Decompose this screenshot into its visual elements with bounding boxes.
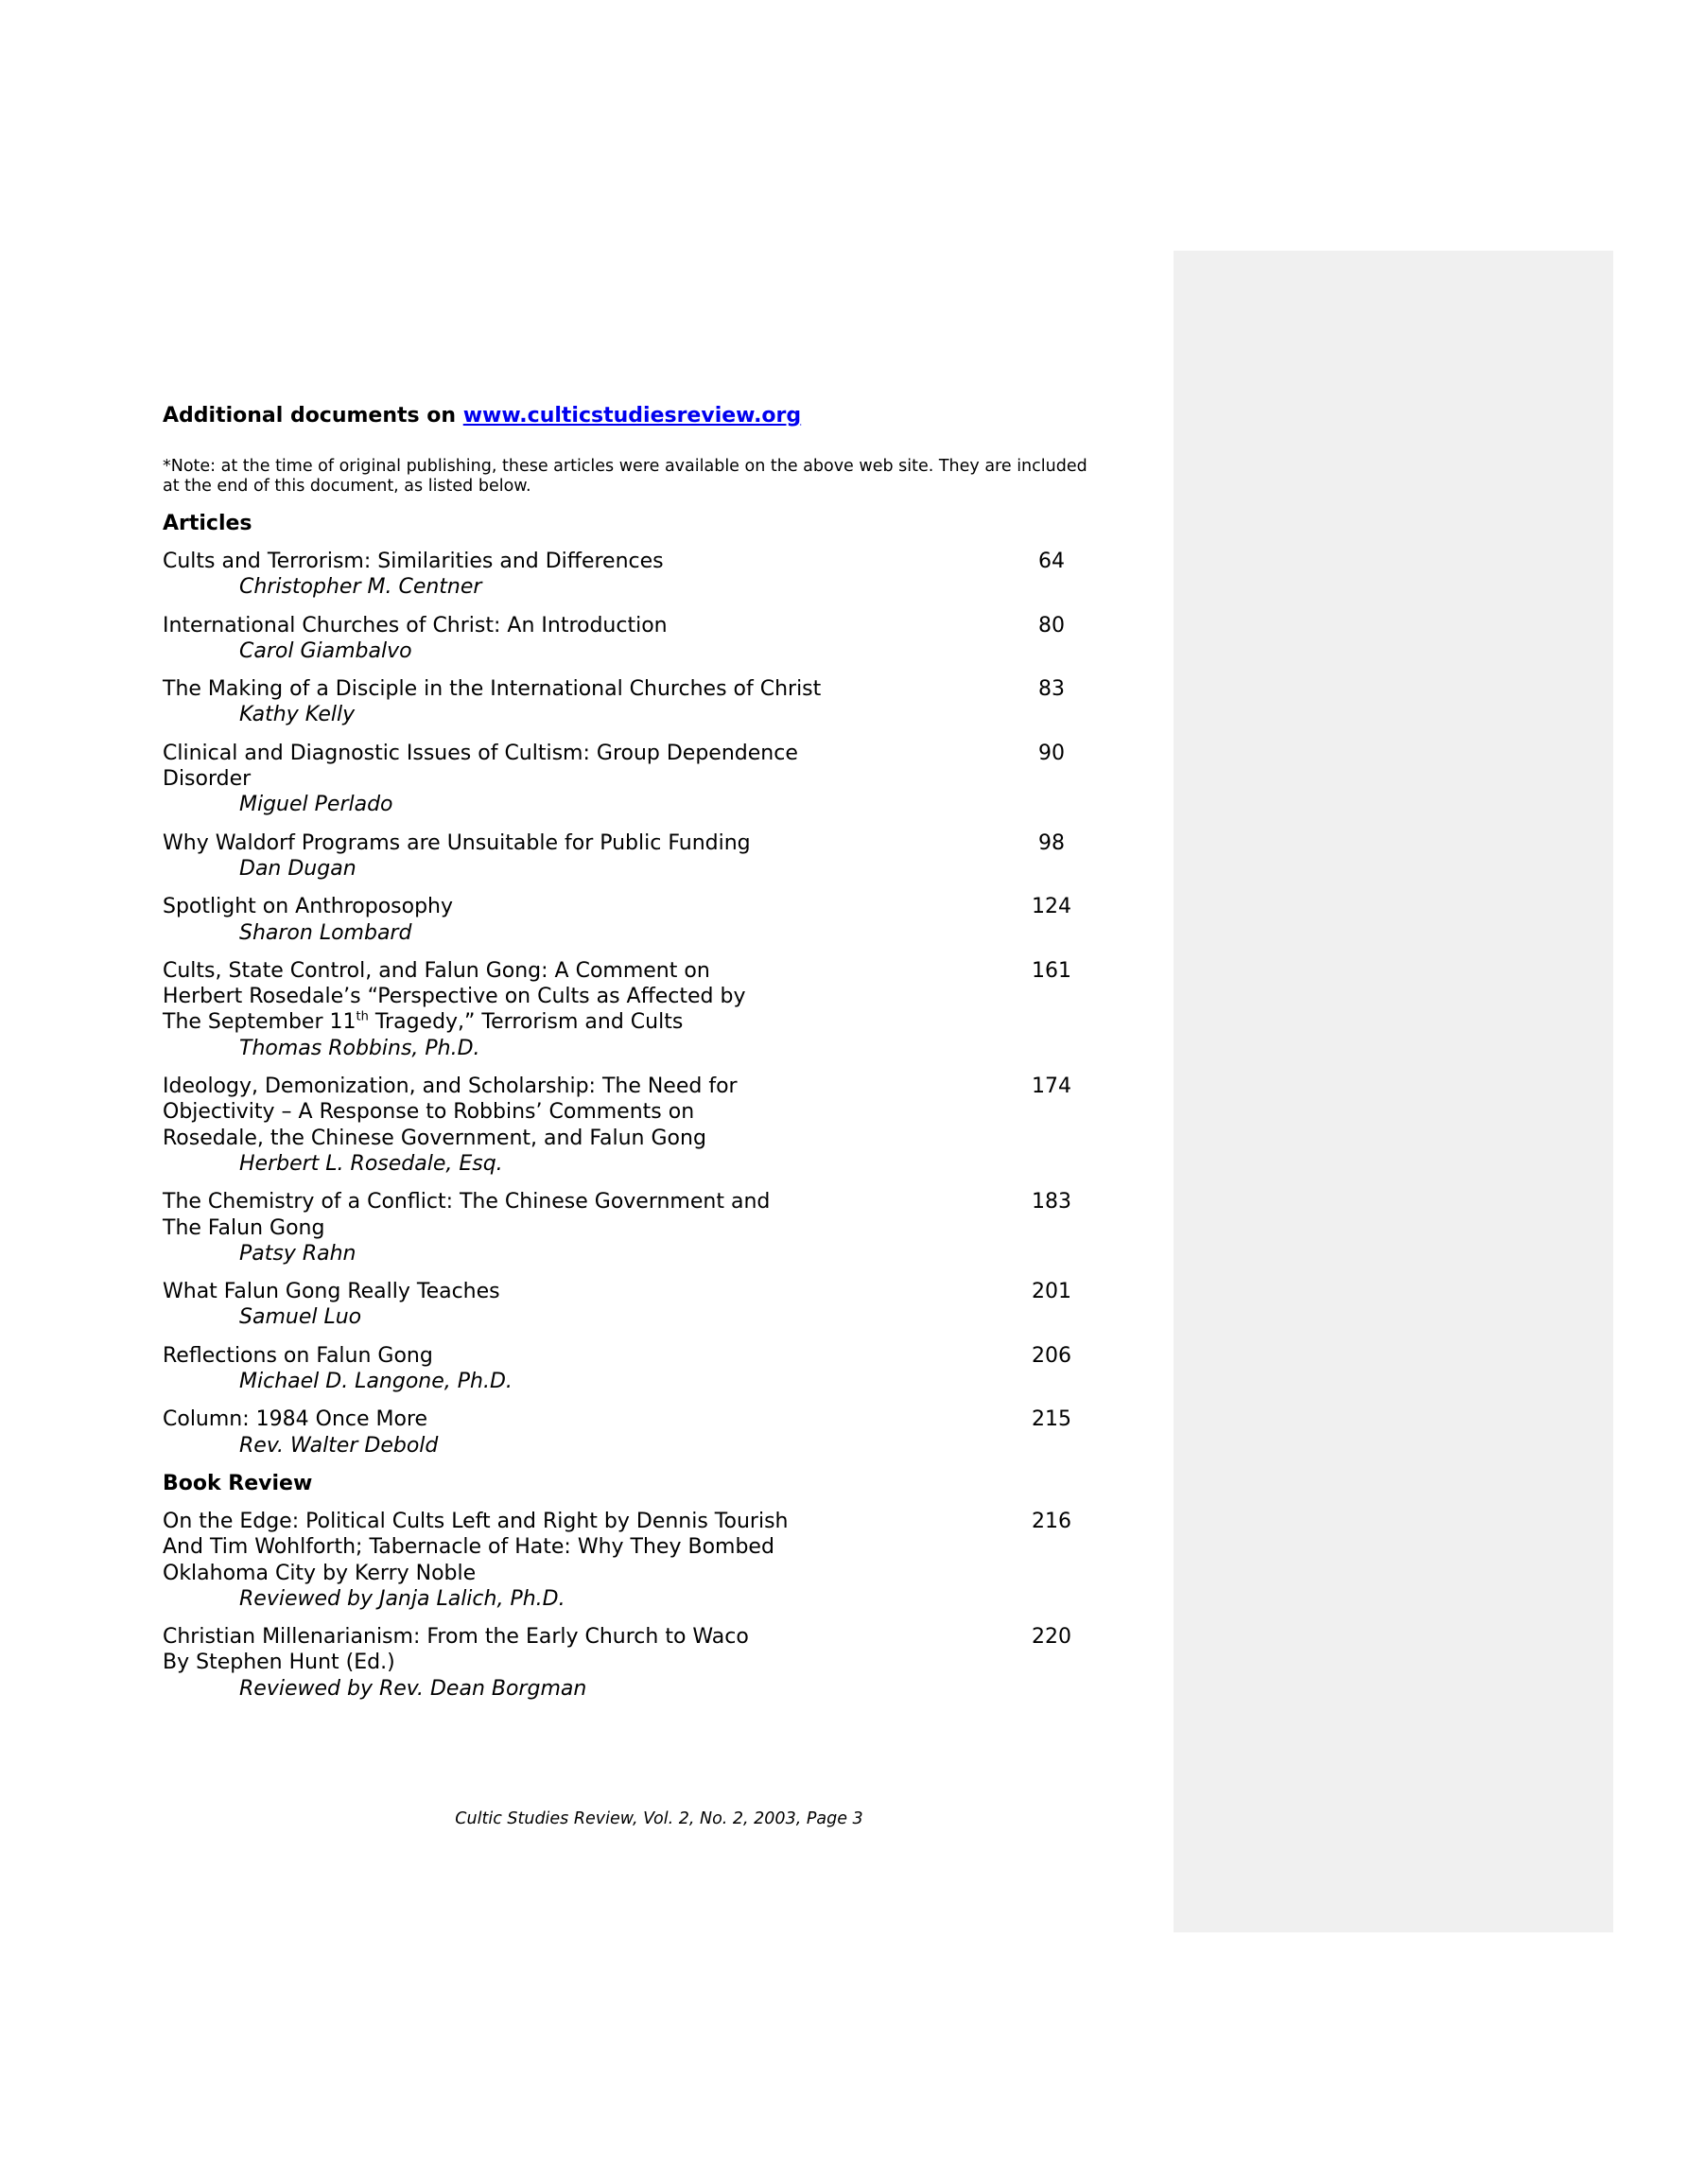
comment-margin-panel	[1174, 251, 1613, 1932]
entry-title-line: And Tim Wohlforth; Tabernacle of Hate: Why They Bombed	[163, 1535, 774, 1560]
title-text: Tragedy,” Terrorism and Cults	[368, 1010, 684, 1035]
entry-title	[163, 1509, 881, 1586]
entry-title	[163, 1624, 881, 1676]
entry-page-number: 174	[1032, 1075, 1071, 1099]
entry-title-line: Disorder	[163, 767, 252, 792]
page-heading	[163, 404, 801, 428]
entry-author: Patsy Rahn	[239, 1241, 357, 1266]
entry-title	[163, 1343, 881, 1369]
note-line: at the end of this document, as listed below.	[163, 477, 531, 496]
toc-entry	[163, 1624, 1108, 1702]
toc-entry	[163, 830, 1108, 882]
entry-title	[163, 1189, 881, 1241]
site-link[interactable]: www.culticstudiesreview.org	[462, 404, 802, 428]
entry-page-number: 216	[1032, 1509, 1071, 1533]
book-review-section-title: Book Review	[163, 1471, 313, 1495]
entry-title-line: By Stephen Hunt (Ed.)	[163, 1651, 395, 1675]
note-line: *Note: at the time of original publishing, these articles were available on the above web site. They are included	[163, 457, 1087, 476]
entry-page-number: 215	[1032, 1407, 1071, 1432]
toc-entry	[163, 1074, 1108, 1177]
entry-page-number: 161	[1032, 958, 1071, 983]
entry-author: Miguel Perlado	[239, 793, 393, 817]
entry-author: Herbert L. Rosedale, Esq.	[239, 1151, 503, 1176]
entry-title	[163, 1074, 881, 1151]
entry-author: Carol Giambalvo	[239, 638, 412, 663]
entry-author: Reviewed by Rev. Dean Borgman	[239, 1676, 587, 1701]
entry-title-line: International Churches of Christ: An Introduction	[163, 613, 668, 638]
entry-author: Thomas Robbins, Ph.D.	[239, 1036, 480, 1060]
ordinal-superscript: th	[356, 1010, 369, 1025]
entry-author: Christopher M. Centner	[239, 575, 482, 600]
toc-entry	[163, 1406, 1108, 1459]
toc-entry	[163, 676, 1108, 728]
entry-title-line: Spotlight on Anthroposophy	[163, 895, 454, 919]
page-footer: Cultic Studies Review, Vol. 2, No. 2, 2003, Page 3	[455, 1809, 863, 1828]
toc-entry	[163, 741, 1108, 818]
entry-title	[163, 894, 881, 919]
toc-entry	[163, 1509, 1108, 1612]
heading-prefix: Additional documents on	[163, 404, 463, 428]
entry-title-line: What Falun Gong Really Teaches	[163, 1280, 500, 1304]
toc-entry	[163, 1343, 1108, 1395]
entry-title	[163, 613, 881, 638]
toc-entry	[163, 613, 1108, 665]
toc-entry	[163, 958, 1108, 1061]
entry-author: Reviewed by Janja Lalich, Ph.D.	[239, 1586, 565, 1611]
entry-page-number: 124	[1032, 895, 1071, 919]
entry-title-line: On the Edge: Political Cults Left and Right by Dennis Tourish	[163, 1509, 789, 1533]
entry-title-line: Objectivity – A Response to Robbins’ Comments on	[163, 1100, 695, 1125]
entry-title	[163, 1279, 881, 1304]
entry-page-number: 98	[1038, 830, 1065, 855]
entry-title	[163, 741, 881, 793]
entry-title-line: Ideology, Demonization, and Scholarship: The Need for	[163, 1075, 738, 1099]
entry-page-number: 183	[1032, 1190, 1071, 1214]
entry-title	[163, 830, 881, 856]
note-text	[163, 457, 1127, 497]
entry-title	[163, 958, 881, 1036]
entry-title	[163, 549, 881, 574]
entry-page-number: 220	[1032, 1625, 1071, 1650]
entry-title-line: Oklahoma City by Kerry Noble	[163, 1561, 477, 1585]
entry-author: Samuel Luo	[239, 1305, 362, 1330]
entry-title-line: Herbert Rosedale’s “Perspective on Cults as Affected by	[163, 985, 746, 1009]
entry-title-line: Christian Millenarianism: From the Early Church to Waco	[163, 1625, 749, 1650]
entry-title-line: The Making of a Disciple in the International Churches of Christ	[163, 677, 822, 702]
entry-author: Rev. Walter Debold	[239, 1433, 439, 1458]
entry-title-line: Clinical and Diagnostic Issues of Cultism: Group Dependence	[163, 741, 798, 765]
entry-page-number: 206	[1032, 1343, 1071, 1368]
toc-entry	[163, 1279, 1108, 1331]
entry-author: Kathy Kelly	[239, 703, 356, 727]
entry-author: Sharon Lombard	[239, 920, 412, 945]
toc-entry	[163, 549, 1108, 601]
entry-title-line: Rosedale, the Chinese Government, and Falun Gong	[163, 1126, 706, 1150]
entry-title	[163, 1406, 881, 1432]
title-text: The September 11	[163, 1010, 357, 1035]
entry-title-line: Cults, State Control, and Falun Gong: A Comment on	[163, 958, 710, 983]
entry-page-number: 90	[1038, 741, 1065, 765]
toc-entry	[163, 894, 1108, 946]
entry-author: Dan Dugan	[239, 856, 357, 881]
entry-title-line	[163, 1009, 881, 1035]
table-of-contents	[163, 506, 1108, 1714]
entry-title-line: Column: 1984 Once More	[163, 1407, 428, 1432]
entry-page-number: 201	[1032, 1280, 1071, 1304]
entry-author: Michael D. Langone, Ph.D.	[239, 1370, 513, 1394]
entry-page-number: 64	[1038, 550, 1065, 573]
entry-title	[163, 676, 881, 702]
entry-page-number: 80	[1038, 613, 1065, 638]
entry-title-line: Reflections on Falun Gong	[163, 1343, 433, 1368]
entry-page-number: 83	[1038, 677, 1065, 702]
entry-title-line: The Chemistry of a Conflict: The Chinese Government and	[163, 1190, 771, 1214]
articles-section-title: Articles	[163, 512, 252, 535]
entry-title-line: Why Waldorf Programs are Unsuitable for Public Funding	[163, 830, 751, 855]
entry-title-line: The Falun Gong	[163, 1215, 325, 1240]
entry-title-line: Cults and Terrorism: Similarities and Differences	[163, 550, 664, 573]
toc-entry	[163, 1189, 1108, 1267]
